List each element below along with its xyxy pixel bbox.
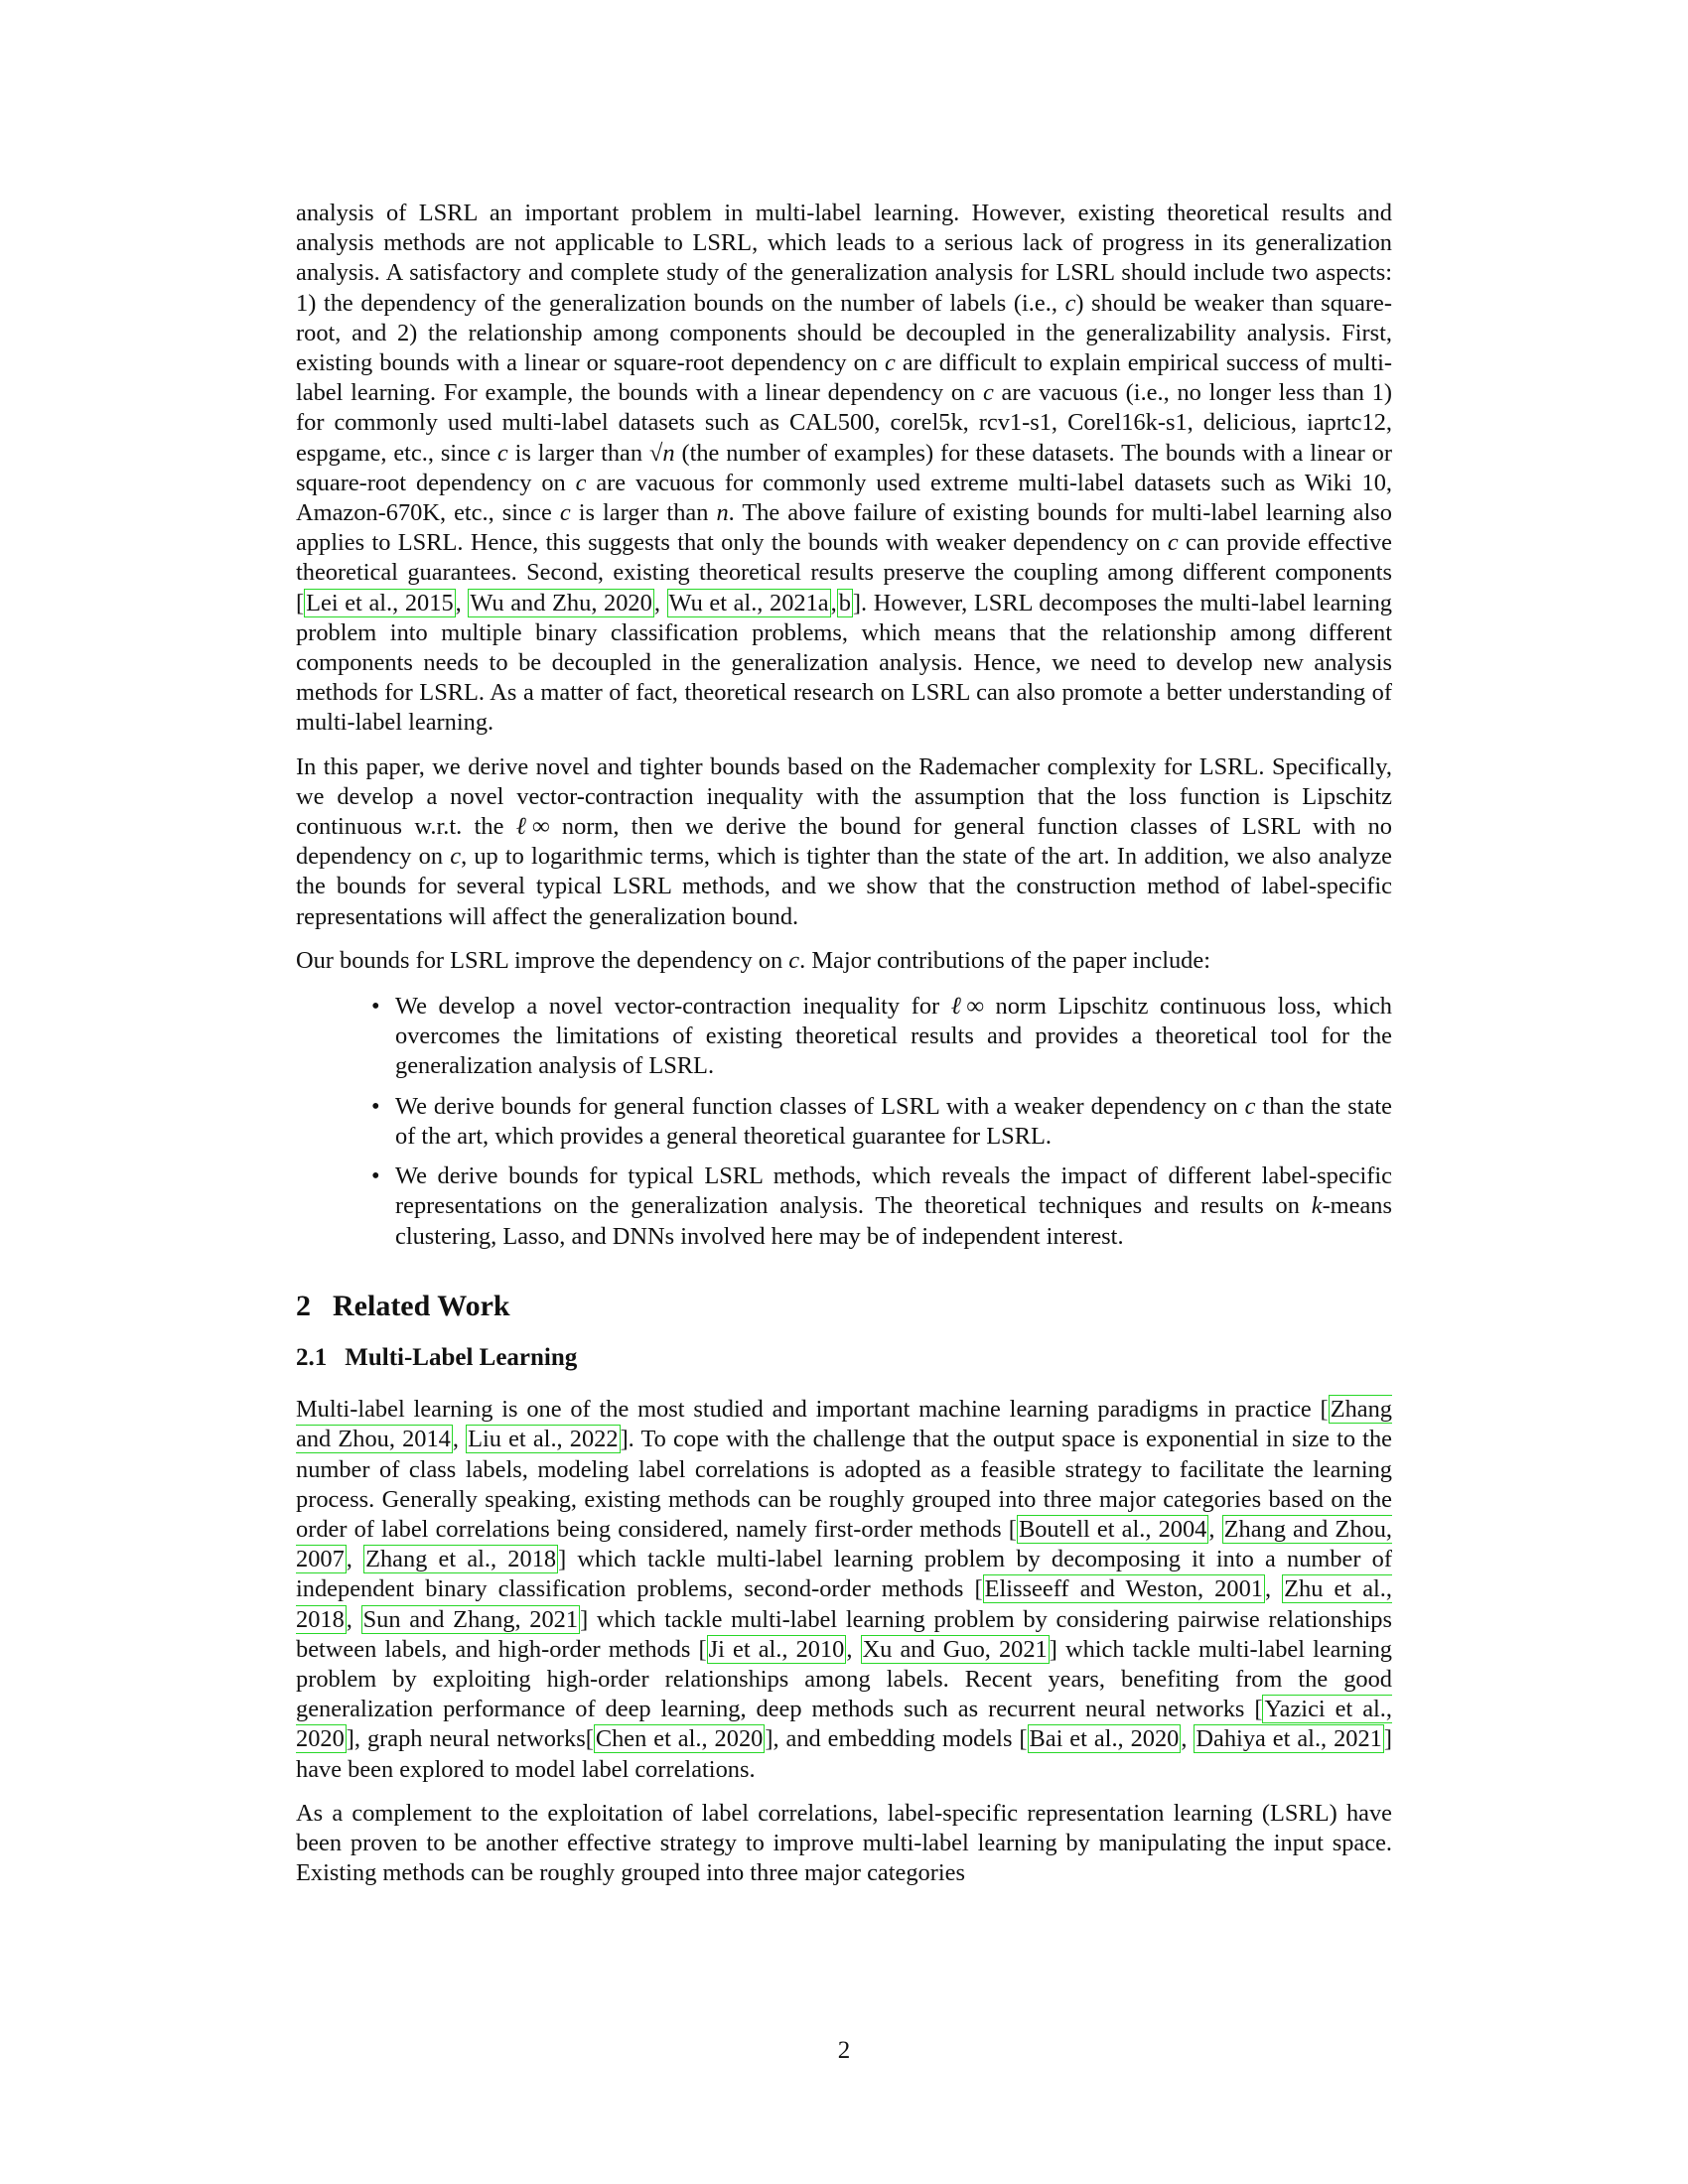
bullet-icon: • [371, 1162, 380, 1190]
math-c: c [450, 843, 462, 871]
bullet-icon: • [371, 1092, 380, 1120]
list-item: • We derive bounds for general function classes of LSRL with a weaker dependency on c than the state of the art, which provides a general theoretical guarantee for LSRL. [371, 1092, 1392, 1150]
math-c: c [559, 499, 571, 527]
math-c: c [496, 439, 508, 467]
citation-link[interactable]: Wu et al., 2021a [668, 589, 829, 616]
bullet-icon: • [371, 993, 380, 1021]
paragraph-multi-label-learning: Multi-label learning is one of the most studied and important machine learning paradigms in practice [Zhang and Zhou, 2014, Liu et al., 2022]. To cope with the challenge that the output space is exponential in size to the number of class labels, modeling label correlations is adopted as a feasible strategy to facilitate the learning process. Generally speaking, existing methods can be roughly grouped into three major categories based on the order of label correlations being considered, namely first-order methods [Boutell et al., 2004, Zhang and Zhou, 2007, Zhang et al., 2018] which tackle multi-label learning problem by decomposing it into a number of independent binary classification problems, second-order methods [Elisseeff and Weston, 2001, Zhu et al., 2018, Sun and Zhang, 2021] which tackle multi-label learning problem by considering pairwise relationships between labels, and high-order methods [Ji et al., 2010, Xu and Guo, 2021] which tackle multi-label learning problem by exploiting high-order relationships among labels. Recent years, benefiting from the good generalization performance of deep learning, deep methods such as recurrent neural networks [Yazici et al., 2020], graph neural networks[Chen et al., 2020], and embedding models [Bai et al., 2020, Dahiya et al., 2021] have been explored to model label correlations. [296, 1396, 1393, 1783]
paragraph-contribution-summary: In this paper, we derive novel and tighter bounds based on the Rademacher complexity for LSRL. Specifically, we develop a novel vector-contraction inequality with the assumption that the loss function is Lipschitz continuous w.r.t. the ℓ∞ norm, then we derive the bound for general function classes of LSRL with no dependency on c, up to logarithmic terms, which is tighter than the state of the art. In addition, we also analyze the bounds for several typical LSRL methods, and we show that the construction method of label-specific representations will affect the generalization bound. [296, 752, 1392, 930]
citation-link[interactable]: Bai et al., 2020 [1029, 1725, 1180, 1753]
citation-link[interactable]: Wu and Zhu, 2020 [470, 589, 652, 616]
math-c: c [575, 469, 587, 496]
page-number: 2 [837, 2037, 851, 2064]
citation-link[interactable]: Xu and Guo, 2021 [862, 1635, 1048, 1663]
citation-link[interactable]: Lei et al., 2015 [306, 589, 454, 616]
math-c: c [1167, 529, 1179, 557]
math-c: c [788, 946, 800, 974]
citation-link[interactable]: Sun and Zhang, 2021 [362, 1605, 579, 1633]
math-k: k [1311, 1192, 1323, 1220]
math-l-infinity: ℓ∞ [515, 813, 550, 841]
citation-link[interactable]: Dahiya et al., 2021 [1196, 1725, 1382, 1753]
paragraph-contributions-intro: Our bounds for LSRL improve the dependency on c. Major contributions of the paper include: [296, 946, 1210, 974]
paper-page [296, 199, 1392, 1902]
citation-link[interactable]: Chen et al., 2020 [595, 1725, 764, 1753]
paragraph-lsrl-complement: As a complement to the exploitation of label correlations, label-specific representation learning (LSRL) have been proven to be another effective strategy to improve multi-label learning by manipulating the input space. Existing methods can be roughly grouped into three major categories [296, 1799, 1392, 1887]
citation-link[interactable]: Boutell et al., 2004 [1018, 1515, 1207, 1543]
contribution-list [296, 992, 1392, 1252]
citation-link[interactable]: Zhang and Zhou, 2007 [296, 1515, 1392, 1573]
paragraph-intro-continuation: analysis of LSRL an important problem in multi-label learning. However, existing theoretical results and analysis methods are not applicable to LSRL, which leads to a serious lack of progress in its generalization analysis. A satisfactory and complete study of the generalization analysis for LSRL should include two aspects: 1) the dependency of the generalization bounds on the number of labels (i.e., c) should be weaker than square-root, and 2) the relationship among components should be decoupled in the generalizability analysis. First, existing bounds with a linear or square-root dependency on c are difficult to explain empirical success of multi-label learning. For example, the bounds with a linear dependency on c are vacuous (i.e., no longer less than 1) for commonly used multi-label datasets such as CAL500, corel5k, rcv1-s1, Corel16k-s1, delicious, iaprtc12, espgame, etc., since c is larger than √n (the number of examples) for these datasets. The bounds with a linear or square-root dependency on c are vacuous for commonly used extreme multi-label datasets such as Wiki 10, Amazon-670K, etc., since c is larger than n. The above failure of existing bounds for multi-label learning also applies to LSRL. Hence, this suggests that only the bounds with weaker dependency on c can provide effective theoretical guarantees. Second, existing theoretical results preserve the coupling among different components [Lei et al., 2015, Wu and Zhu, 2020, Wu et al., 2021a,b]. However, LSRL decomposes the multi-label learning problem into multiple binary classification problems, which means that the relationship among different components needs to be decoupled in the generalization analysis. Hence, we need to develop new analysis methods for LSRL. As a matter of fact, theoretical research on LSRL can also promote a better understanding of multi-label learning. [296, 200, 1392, 737]
citation-link[interactable]: Zhang and Zhou, 2014 [296, 1396, 1392, 1453]
math-n: n [716, 499, 729, 527]
citation-link[interactable]: Zhu et al., 2018 [296, 1575, 1393, 1633]
citation-link[interactable]: Ji et al., 2010 [708, 1635, 845, 1663]
math-c: c [982, 379, 994, 407]
subsection-heading: 2.1 Multi-Label Learning [296, 1343, 578, 1371]
citation-link[interactable]: b [838, 589, 851, 616]
citation-link[interactable]: Zhang et al., 2018 [365, 1546, 557, 1573]
math-c: c [1244, 1092, 1256, 1120]
citation-link[interactable]: Yazici et al., 2020 [296, 1696, 1392, 1753]
citation-link[interactable]: Elisseeff and Weston, 2001 [984, 1575, 1263, 1603]
math-c: c [885, 349, 896, 377]
math-c: c [1064, 289, 1076, 317]
citation-link[interactable]: Liu et al., 2022 [468, 1426, 619, 1453]
section-heading: 2 Related Work [296, 1289, 510, 1322]
list-item: • We develop a novel vector-contraction inequality for ℓ∞ norm Lipschitz continuous loss, which overcomes the limitations of existing theoretical results and provides a theoretical tool for the generalization analysis of LSRL. [371, 993, 1392, 1080]
math-l-infinity: ℓ∞ [950, 993, 984, 1021]
list-item: • We derive bounds for typical LSRL methods, which reveals the impact of different label-specific representations on the generalization analysis. The theoretical techniques and results on k-means clustering, Lasso, and DNNs involved here may be of independent interest. [371, 1162, 1392, 1250]
math-sqrt-n: √n [648, 439, 675, 467]
